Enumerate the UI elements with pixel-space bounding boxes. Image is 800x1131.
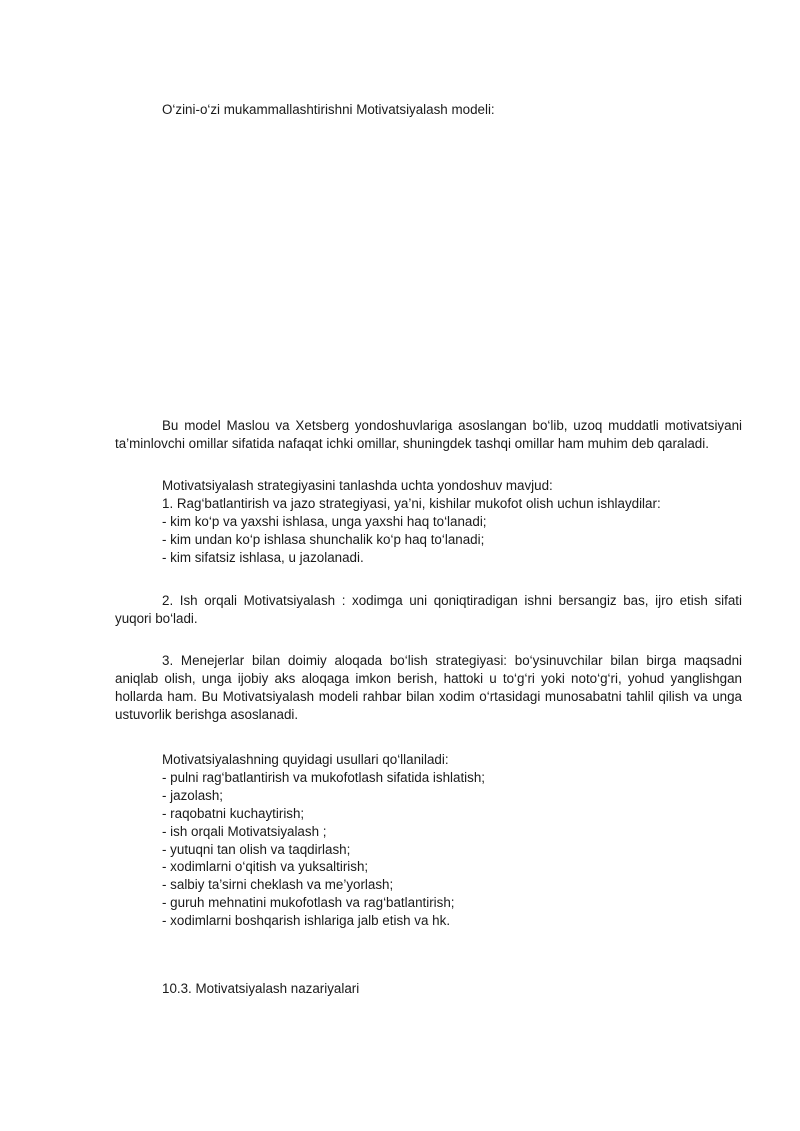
method-item: - salbiy ta’sirni cheklash va me’yorlash; [162,877,394,893]
strategy-item: 1. Rag‘batlantirish va jazo strategiyasi, ya’ni, kishilar mukofot olish uchun ishlaydilar: [162,495,661,511]
strategy-item: - kim sifatsiz ishlasa, u jazolanadi. [162,549,364,565]
method-item: - xodimlarni o‘qitish va yuksaltirish; [162,859,369,875]
method-item: - xodimlarni boshqarish ishlariga jalb etish va hk. [162,913,451,929]
method-item: - guruh mehnatini mukofotlash va rag‘batlantirish; [162,895,455,911]
paragraph-managers-strategy: 3. Menejerlar bilan doimiy aloqada bo‘lish strategiyasi: bo‘ysinuvchilar bilan birga maqsadni aniqlab olish, unga ijobiy aks aloqaga imkon berish, hattoki u to‘g‘ri yoki noto‘g‘ri, yohud yanglishgan hollarda ham. Bu Motivatsiyalash modeli rahbar bilan xodim o‘rtasidagi munosabatni tahlil qilish va unga ustuvorlik berishga asoslanadi. [115,653,742,722]
method-item: - ish orqali Motivatsiyalash ; [162,823,327,839]
strategy-item: - kim ko‘p va yaxshi ishlasa, unga yaxshi haq to‘lanadi; [162,513,487,529]
methods-intro: Motivatsiyalashning quyidagi usullari qo‘llaniladi: [162,752,449,767]
strategies-intro: Motivatsiyalash strategiyasini tanlashda uchta yondoshuv mavjud: [162,478,553,493]
strategies-list [162,477,742,567]
method-item: - pulni rag‘batlantirish va mukofotlash sifatida ishlatish; [162,769,486,785]
method-item: - raqobatni kuchaytirish; [162,805,305,821]
model-heading: O‘zini-o‘zi mukammallashtirishni Motivatsiyalash modeli: [162,102,495,117]
methods-list [162,751,742,930]
method-item: - yutuqni tan olish va taqdirlash; [162,841,351,857]
paragraph-work-motivation: 2. Ish orqali Motivatsiyalash : xodimga uni qoniqtiradigan ishni bersangiz bas, ijro etish sifati yuqori bo‘ladi. [115,593,742,626]
section-title: 10.3. Motivatsiyalash nazariyalari [162,981,360,996]
method-item: - jazolash; [162,787,224,803]
strategy-item: - kim undan ko‘p ishlasa shunchalik ko‘p haq to‘lanadi; [162,531,485,547]
paragraph-maslou-model: Bu model Maslou va Xetsberg yondoshuvlariga asoslangan bo‘lib, uzoq muddatli motivatsiyani ta’minlovchi omillar sifatida nafaqat ichki omillar, shuningdek tashqi omillar ham muhim deb qaraladi. [115,418,742,451]
